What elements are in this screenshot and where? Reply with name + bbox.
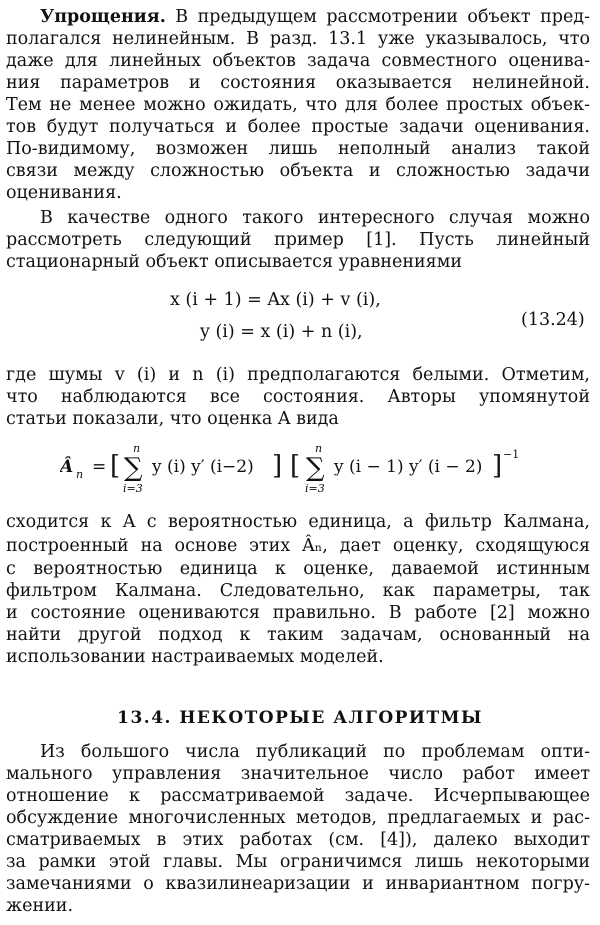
formula-sum-lower-1: i=3 (123, 482, 143, 495)
formula-term-1: y (i) y′ (i−2) (152, 457, 254, 477)
formula-lhs: Â (60, 457, 74, 477)
paragraph-4-line-6: найти другой подход к таким задачам, основанный на (6, 625, 590, 645)
paragraph-1-line-9: оценивания. (6, 183, 122, 203)
paragraph-1-line-8: связи между сложностью объекта и сложностью задачи (6, 161, 590, 181)
paragraph-4-line-3: с вероятностью единица к оценке, даваемой истинным (6, 559, 590, 579)
paragraph-4-line-2: построенный на основе этих Âₙ, дает оценку, сходящуюся (6, 536, 590, 556)
formula-sum-sign-2: ∑ (306, 453, 325, 483)
paragraph-1-line-5: Тем не менее можно ожидать, что для более простых объек- (6, 95, 590, 115)
equation-observation: y (i) = x (i) + n (i), (200, 322, 363, 342)
formula-lhs-subscript: n (76, 468, 84, 481)
paragraph-4-line-1: сходится к A с вероятностью единица, а фильтр Калмана, (6, 512, 590, 532)
formula-close-bracket-1: ] (272, 451, 283, 481)
formula-sum-upper-1: n (133, 442, 141, 455)
paragraph-5-line-1: Из большого числа публикаций по проблемам опти- (40, 742, 590, 762)
paragraph-4-line-7: использовании настраиваемых моделей. (6, 647, 384, 667)
formula-close-bracket-2: ] (492, 451, 503, 481)
paragraph-5-line-3: отношение к рассматриваемой задаче. Исчерпывающее (6, 786, 590, 806)
formula-equals: = (92, 457, 107, 477)
paragraph-3-line-2: что наблюдаются все состояния. Авторы упомянутой (6, 387, 590, 407)
paragraph-4-line-4: фильтром Калмана. Следовательно, как параметры, так (6, 581, 590, 601)
paragraph-5-line-7: замечаниями о квазилинеаризации и инвариантном погру- (6, 874, 590, 894)
paragraph-3-line-1: где шумы v (i) и n (i) предполагаются белыми. Отметим, (6, 365, 590, 385)
formula-exponent: −1 (503, 448, 520, 461)
formula-open-bracket-1: [ (110, 451, 121, 481)
paragraph-1-heading: Упрощения. (40, 7, 166, 27)
formula-term-2: y (i − 1) y′ (i − 2) (334, 457, 483, 477)
formula-sum-sign-1: ∑ (124, 453, 143, 483)
paragraph-3-line-3: статьи показали, что оценка A вида (6, 409, 339, 429)
paragraph-5-line-6: за рамки этой главы. Мы ограничимся лишь некоторыми (6, 852, 590, 872)
formula-open-bracket-2: [ (290, 451, 301, 481)
paragraph-2-line-1: В качестве одного такого интересного случая можно (40, 208, 590, 228)
section-heading: 13.4. НЕКОТОРЫЕ АЛГОРИТМЫ (117, 708, 483, 728)
paragraph-1-line-7: По-видимому, возможен лишь неполный анализ такой (6, 139, 590, 159)
paragraph-5-line-5: сматриваемых в этих работах (см. [4]), далеко выходит (6, 830, 590, 850)
paragraph-5-line-2: мального управления значительное число работ имеет (6, 764, 590, 784)
paragraph-1-line-6: тов будут получаться и более простые задачи оценивания. (6, 117, 590, 137)
paragraph-2-line-2: рассмотреть следующий пример [1]. Пусть линейный (6, 230, 590, 250)
estimate-formula (60, 440, 570, 496)
paragraph-1-line-1-text: В предыдущем рассмотрении объект пред- (175, 7, 590, 27)
formula-sum-lower-2: i=3 (305, 482, 325, 495)
paragraph-4-line-5: и состояние оцениваются правильно. В работе [2] можно (6, 603, 590, 623)
paragraph-1-line-2: полагался нелинейным. В разд. 13.1 уже указывалось, что (6, 29, 590, 49)
paragraph-1-line-1 (40, 6, 590, 28)
paragraph-2-line-3: стационарный объект описывается уравнениями (6, 252, 462, 272)
equation-number: (13.24) (521, 310, 585, 330)
paragraph-5-line-8: жении. (6, 896, 74, 916)
formula-sum-upper-2: n (315, 442, 323, 455)
paragraph-1-line-4: ния параметров и состояния оказывается нелинейной. (6, 73, 590, 93)
paragraph-1-line-3: даже для линейных объектов задача совместного оценива- (6, 51, 590, 71)
paragraph-5-line-4: обсуждение многочисленных методов, предлагаемых и рас- (6, 808, 590, 828)
equation-state: x (i + 1) = Ax (i) + v (i), (170, 290, 381, 310)
